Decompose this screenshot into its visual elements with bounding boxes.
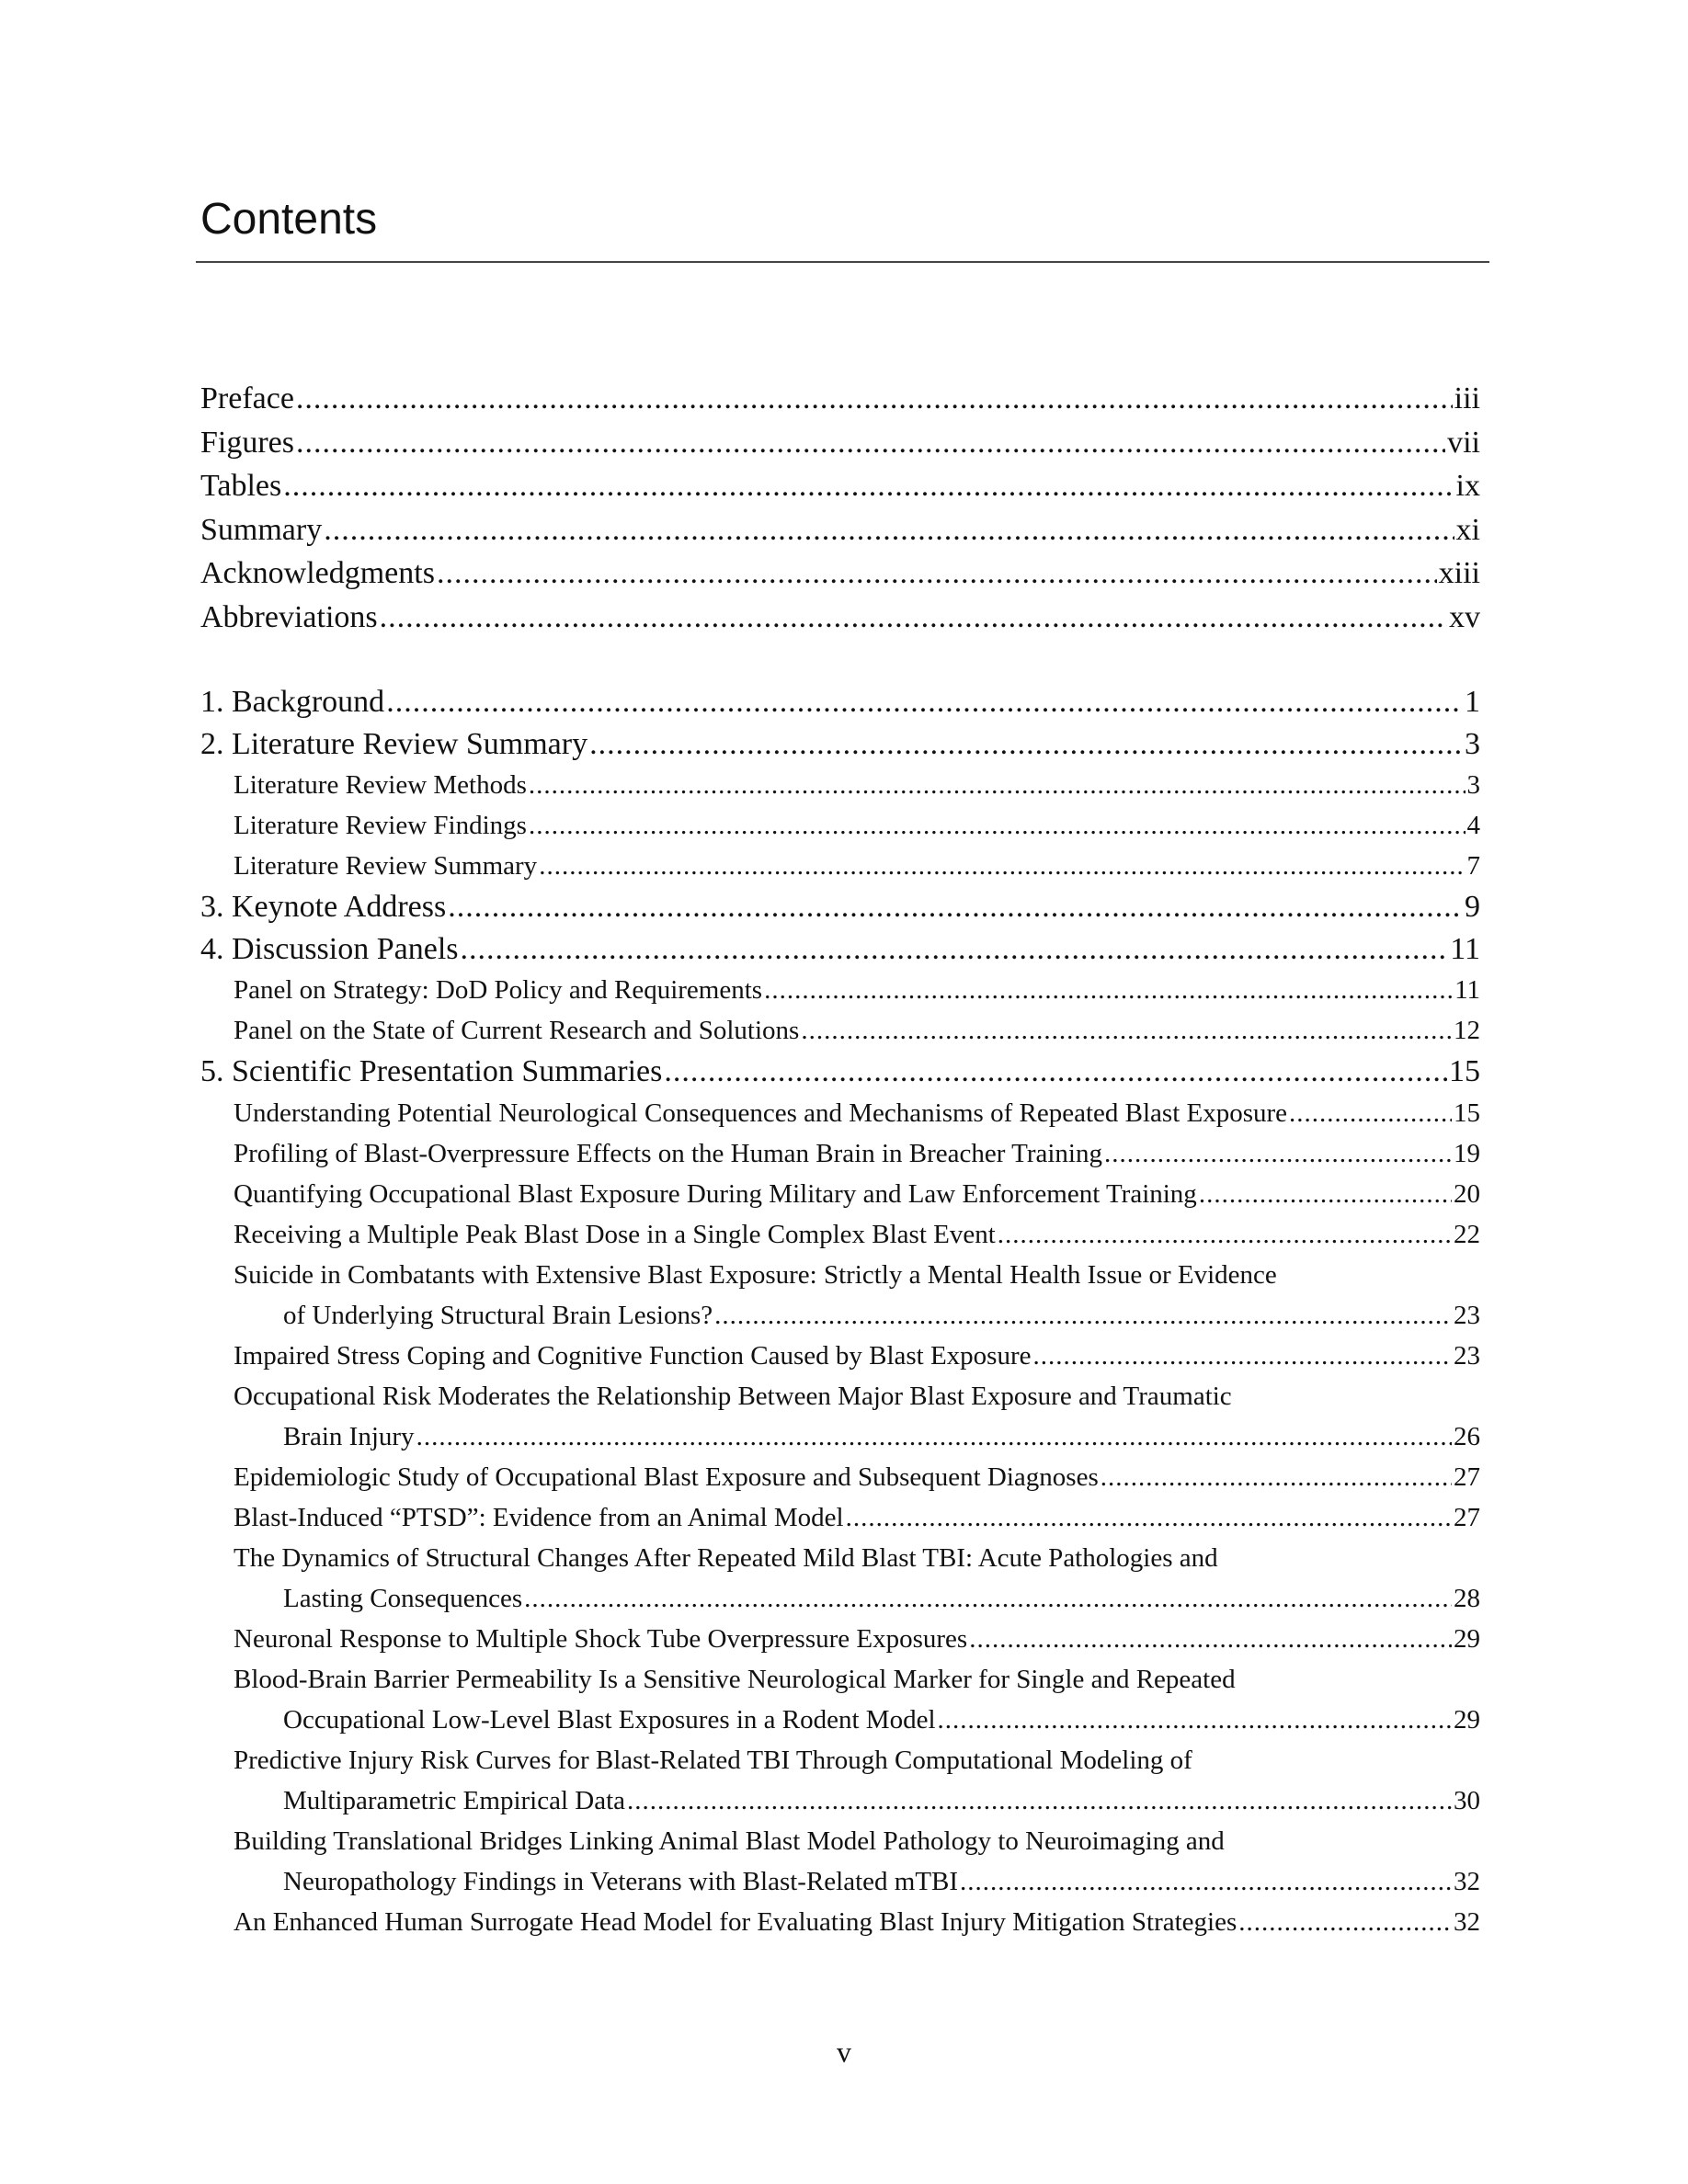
dot-leader [539, 846, 1465, 886]
entry-title-continuation [234, 1578, 1480, 1619]
entry-page-number: 32 [1454, 1906, 1480, 1937]
entry-page-number: 22 [1454, 1219, 1480, 1249]
dot-leader [589, 723, 1463, 766]
entry-title: 4. Discussion Panels [200, 931, 459, 966]
toc-entry-section[interactable] [200, 1133, 1480, 1174]
dot-leader [1238, 1902, 1452, 1942]
section-gap [200, 639, 1480, 681]
entry-page-number: 28 [1454, 1583, 1480, 1613]
entry-title: 5. Scientific Presentation Summaries [200, 1054, 663, 1088]
toc-entry-front-matter[interactable] [200, 421, 1480, 465]
entry-title: Panel on the State of Current Research and Solutions [234, 1016, 800, 1045]
dot-leader [296, 421, 1445, 465]
entry-page-number: 11 [1454, 975, 1480, 1005]
toc-entry-front-matter[interactable] [200, 552, 1480, 596]
entry-title: Literature Review Findings [234, 811, 527, 840]
entry-page-number: 23 [1454, 1340, 1480, 1371]
toc-entry-chapter[interactable] [200, 681, 1480, 723]
entry-page-number: vii [1447, 425, 1480, 460]
dot-leader [1033, 1336, 1453, 1376]
entry-title: Figures [200, 425, 294, 460]
toc-entry-section[interactable] [200, 1659, 1480, 1740]
entry-title: Tables [200, 469, 282, 503]
entry-title: Panel on Strategy: DoD Policy and Requirements [234, 975, 763, 1005]
toc-entry-section[interactable] [200, 1174, 1480, 1214]
entry-title: 2. Literature Review Summary [200, 726, 588, 761]
entry-title-continuation [234, 1861, 1480, 1902]
toc-entry-section[interactable] [200, 1740, 1480, 1821]
dot-leader [529, 765, 1466, 805]
entry-page-number: 26 [1454, 1421, 1480, 1451]
entry-page-number: 15 [1454, 1098, 1480, 1128]
entry-title: Occupational Risk Moderates the Relationship Between Major Blast Exposure and Traumatic [234, 1381, 1232, 1411]
front-matter-list [200, 377, 1480, 639]
heading-rule [196, 261, 1489, 263]
toc-entry-section[interactable] [200, 1821, 1480, 1902]
dot-leader [998, 1214, 1452, 1255]
entry-title: Receiving a Multiple Peak Blast Dose in a Single Complex Blast Event [234, 1219, 996, 1249]
toc-entry-chapter[interactable] [200, 928, 1480, 971]
entry-page-number: xiii [1438, 556, 1480, 590]
entry-title: The Dynamics of Structural Changes After Repeated Mild Blast TBI: Acute Pathologies and [234, 1542, 1218, 1573]
dot-leader [960, 1861, 1452, 1902]
dot-leader [1289, 1093, 1452, 1133]
entry-page-number: 27 [1454, 1462, 1480, 1492]
dot-leader [846, 1497, 1452, 1538]
dot-leader [529, 805, 1466, 846]
entry-title: Predictive Injury Risk Curves for Blast-Related TBI Through Computational Modeling of [234, 1745, 1192, 1775]
dot-leader [416, 1416, 1452, 1457]
entry-page-number: 32 [1454, 1866, 1480, 1896]
entry-page-number: 29 [1454, 1623, 1480, 1654]
dot-leader [524, 1578, 1452, 1619]
dot-leader [380, 596, 1447, 640]
entry-page-number: 11 [1450, 931, 1480, 966]
toc-entry-chapter[interactable] [200, 1051, 1480, 1093]
entry-page-number: 29 [1454, 1704, 1480, 1735]
toc-entry-section[interactable] [200, 805, 1480, 846]
entry-title-continuation [234, 1780, 1480, 1821]
toc-entry-section[interactable] [200, 765, 1480, 805]
entry-page-number: 3 [1466, 770, 1480, 800]
table-of-contents [200, 377, 1480, 1942]
dot-leader [461, 928, 1449, 971]
page-number: v [837, 2035, 851, 2068]
toc-entry-front-matter[interactable] [200, 377, 1480, 421]
entry-page-number: 23 [1454, 1300, 1480, 1330]
chapter-list [200, 681, 1480, 1942]
dot-leader [801, 1010, 1452, 1051]
entry-title: Suicide in Combatants with Extensive Blast Exposure: Strictly a Mental Health Issue or Evidence [234, 1259, 1277, 1290]
entry-title-continuation [234, 1700, 1480, 1740]
entry-title: 3. Keynote Address [200, 890, 447, 924]
toc-entry-section[interactable] [200, 1255, 1480, 1336]
dot-leader [296, 377, 1453, 421]
entry-page-number: iii [1454, 381, 1480, 415]
toc-entry-section[interactable] [200, 1093, 1480, 1133]
toc-entry-section[interactable] [200, 1010, 1480, 1051]
entry-title: Abbreviations [200, 599, 378, 634]
dot-leader [283, 464, 1454, 508]
toc-entry-section[interactable] [200, 1902, 1480, 1942]
entry-title: Profiling of Blast-Overpressure Effects on the Human Brain in Breacher Training [234, 1138, 1102, 1168]
entry-page-number: 12 [1454, 1016, 1480, 1045]
dot-leader [1104, 1133, 1452, 1174]
toc-entry-front-matter[interactable] [200, 596, 1480, 640]
entry-title: Understanding Potential Neurological Consequences and Mechanisms of Repeated Blast Exposure [234, 1098, 1288, 1128]
dot-leader [764, 970, 1453, 1010]
entry-title-line2: Lasting Consequences [283, 1583, 523, 1613]
entry-title: Quantifying Occupational Blast Exposure During Military and Law Enforcement Training [234, 1178, 1197, 1209]
entry-title: Building Translational Bridges Linking Animal Blast Model Pathology to Neuroimaging and [234, 1826, 1225, 1856]
toc-entry-chapter[interactable] [200, 886, 1480, 928]
dot-leader [448, 886, 1463, 928]
entry-title: An Enhanced Human Surrogate Head Model for Evaluating Blast Injury Mitigation Strategies [234, 1906, 1237, 1937]
entry-title: 1. Background [200, 685, 385, 719]
entry-page-number: 9 [1465, 890, 1480, 924]
toc-entry-section[interactable] [200, 1497, 1480, 1538]
entry-page-number: 4 [1466, 811, 1480, 840]
entry-page-number: xv [1449, 599, 1480, 634]
dot-leader [627, 1780, 1452, 1821]
entry-page-number: 1 [1465, 685, 1480, 719]
toc-entry-section[interactable] [200, 846, 1480, 886]
entry-page-number: ix [1455, 469, 1480, 503]
toc-entry-front-matter[interactable] [200, 508, 1480, 552]
entry-title: Neuronal Response to Multiple Shock Tube Overpressure Exposures [234, 1623, 968, 1654]
dot-leader [938, 1700, 1452, 1740]
dot-leader [1101, 1457, 1452, 1497]
entry-title: Impaired Stress Coping and Cognitive Function Caused by Blast Exposure [234, 1340, 1032, 1371]
entry-title-line2: Brain Injury [283, 1421, 415, 1451]
dot-leader [324, 508, 1454, 552]
entry-title: Literature Review Methods [234, 770, 527, 800]
toc-entry-section[interactable] [200, 1538, 1480, 1619]
toc-entry-section[interactable] [200, 1619, 1480, 1659]
entry-title: Summary [200, 512, 323, 547]
entry-title-line2: Multiparametric Empirical Data [283, 1785, 626, 1815]
entry-page-number: 7 [1466, 851, 1480, 881]
entry-title: Epidemiologic Study of Occupational Blast Exposure and Subsequent Diagnoses [234, 1462, 1099, 1492]
entry-title-line2: Neuropathology Findings in Veterans with Blast-Related mTBI [283, 1866, 959, 1896]
entry-page-number: 20 [1454, 1178, 1480, 1209]
dot-leader [386, 681, 1463, 723]
dot-leader [969, 1619, 1452, 1659]
entry-title-continuation [234, 1416, 1480, 1457]
entry-page-number: 19 [1454, 1138, 1480, 1168]
entry-page-number: 27 [1454, 1502, 1480, 1532]
dot-leader [1199, 1174, 1452, 1214]
entry-page-number: 3 [1465, 726, 1480, 761]
dot-leader [437, 552, 1437, 596]
toc-entry-section[interactable] [200, 1457, 1480, 1497]
toc-entry-section[interactable] [200, 970, 1480, 1010]
entry-title: Blast-Induced “PTSD”: Evidence from an Animal Model [234, 1502, 844, 1532]
entry-page-number: 30 [1454, 1785, 1480, 1815]
entry-title-line2: Occupational Low-Level Blast Exposures in a Rodent Model [283, 1704, 936, 1735]
entry-title: Literature Review Summary [234, 851, 538, 881]
page-title: Contents [200, 195, 378, 244]
entry-title: Blood-Brain Barrier Permeability Is a Sensitive Neurological Marker for Single and Repeated [234, 1664, 1236, 1694]
toc-entry-chapter[interactable] [200, 723, 1480, 766]
entry-page-number: xi [1455, 512, 1480, 547]
entry-title-continuation [234, 1295, 1480, 1336]
entry-page-number: 15 [1449, 1054, 1480, 1088]
entry-title-line2: of Underlying Structural Brain Lesions? [283, 1300, 713, 1330]
entry-title: Acknowledgments [200, 556, 435, 590]
toc-entry-front-matter[interactable] [200, 464, 1480, 508]
dot-leader [664, 1051, 1447, 1093]
toc-entry-section[interactable] [200, 1214, 1480, 1255]
entry-title: Preface [200, 381, 294, 415]
toc-entry-section[interactable] [200, 1336, 1480, 1376]
toc-entry-section[interactable] [200, 1376, 1480, 1457]
dot-leader [714, 1295, 1452, 1336]
